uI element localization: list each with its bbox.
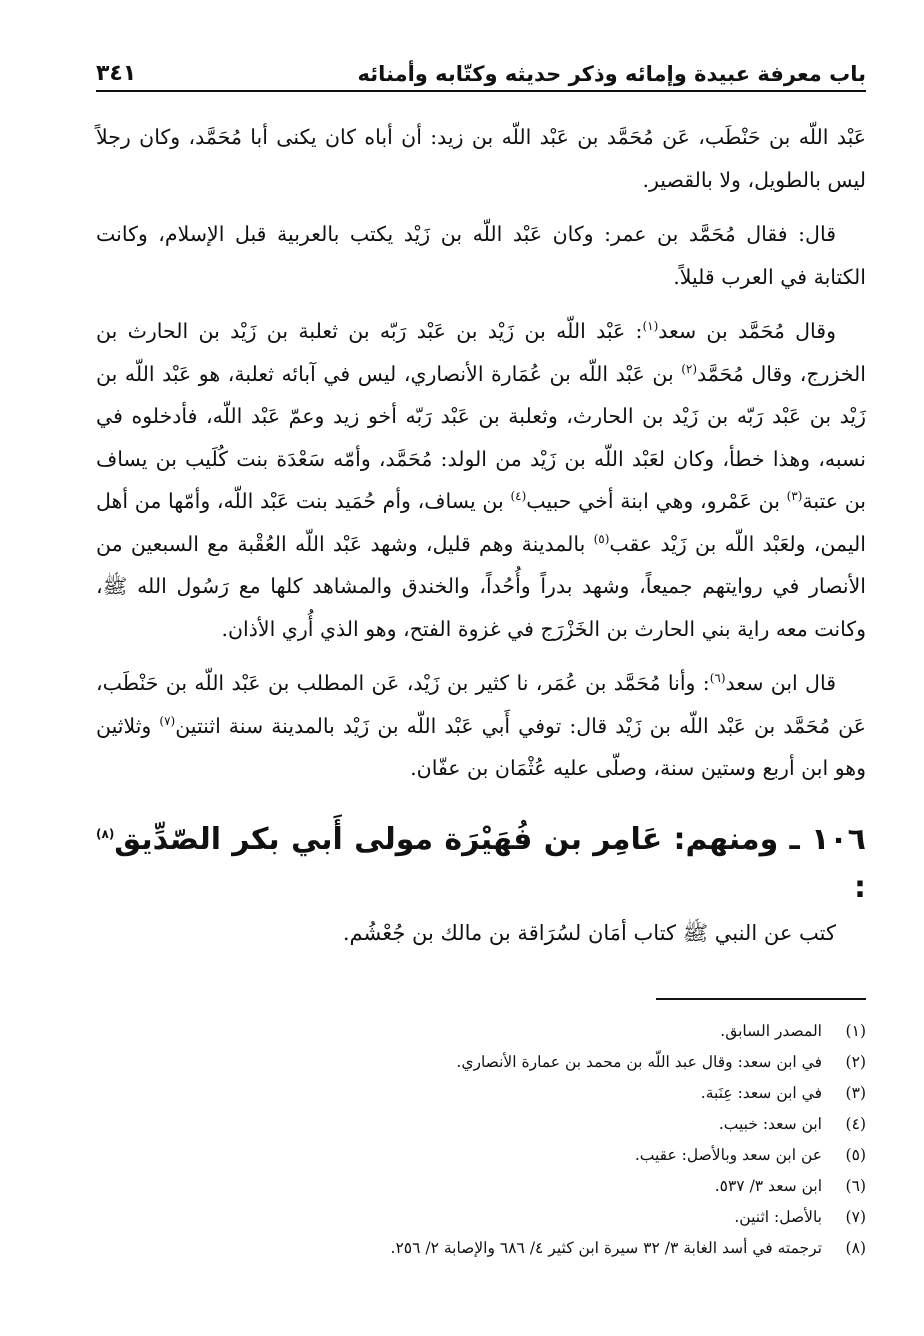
footnote-8 [96, 1233, 866, 1264]
paragraph-3-text-a: وقال مُحَمَّد بن سعد [658, 319, 836, 343]
footnote-text: ابن سعد ٣/ ٥٣٧. [714, 1176, 822, 1195]
footnote-number: (١) [845, 1021, 866, 1040]
footnote-5 [96, 1140, 866, 1171]
paragraph-3-text-d: بن عَمْرو، وهي ابنة أخي حبيب [526, 489, 787, 513]
footnote-ref-4[interactable]: (٤) [510, 489, 527, 504]
footnote-text: في ابن سعد: عِنَبة. [700, 1083, 822, 1102]
footnote-ref-1[interactable]: (١) [642, 319, 659, 334]
footnote-ref-6[interactable]: (٦) [709, 671, 726, 686]
footnote-number: (٣) [845, 1083, 866, 1102]
section-heading-suffix: : [854, 869, 866, 905]
book-page [96, 48, 866, 1264]
footnote-number: (٢) [845, 1052, 866, 1071]
section-heading-text: ١٠٦ ـ ومنهم: عَامِر بن فُهَيْرَة مولى أَبي بكر الصّدِّيق [114, 821, 866, 857]
footnote-text: في ابن سعد: وقال عبد اللّه بن محمد بن عمارة الأنصاري. [456, 1052, 822, 1071]
footnote-number: (٦) [845, 1176, 866, 1195]
paragraph-3-text-b: : عَبْد اللّه بن زَيْد بن عَبْد رَبّه بن ثعلبة بن زَيْد بن الحارث بن الخزرج، وقال مُحَمَّد [96, 319, 866, 386]
footnote-ref-7[interactable]: (٧) [159, 713, 176, 728]
footnote-3 [96, 1078, 866, 1109]
footnote-1 [96, 1016, 866, 1047]
paragraph-3-text-e: بن يساف، وأم حُمَيد بنت عَبْد اللّه، وأمّها من أهل اليمن، ولعَبْد اللّه بن زَيْد عقب [96, 489, 866, 556]
page-number: ٣٤١ [96, 61, 137, 86]
footnote-text: بالأصل: اثنين. [734, 1207, 822, 1226]
section-subtitle [96, 912, 866, 954]
footnote-ref-5[interactable]: (٥) [593, 531, 610, 546]
paragraph-4-text-a: قال ابن سعد [725, 671, 837, 695]
footnote-7 [96, 1202, 866, 1233]
paragraph-2 [96, 213, 866, 298]
footnote-text: ابن سعد: خبيب. [718, 1114, 822, 1133]
section-subtitle-text: كتب عن النبي ﷺ كتاب أمَان لسُرَاقة بن مالك بن جُعْشُم. [342, 920, 836, 945]
footnote-2 [96, 1047, 866, 1078]
footnote-number: (٤) [845, 1114, 866, 1133]
footnote-6 [96, 1171, 866, 1202]
footnote-ref-2[interactable]: (٢) [681, 361, 698, 376]
footnote-divider [656, 998, 866, 1000]
paragraph-4-text-b: : وأنا مُحَمَّد بن عُمَر، نا كثير بن زَيْد، عَن المطلب بن عَبْد اللّه بن حَنْطَب، عَن مُحَمَّد بن عَبْد اللّه بن زَيْد قال: توفي أَبي عَبْد اللّه بن زَيْد بالمدينة سنة اثنتين [96, 671, 866, 738]
footnote-text: ترجمته في أسد الغابة ٣/ ٣٢ سيرة ابن كثير ٤/ ٦٨٦ والإصابة ٢/ ٢٥٦. [390, 1238, 822, 1257]
footnote-number: (٨) [845, 1238, 866, 1257]
footnotes-list [96, 1016, 866, 1264]
paragraph-4 [96, 662, 866, 790]
running-header [96, 48, 866, 92]
paragraph-1-text: عَبْد اللّه بن حَنْطَب، عَن مُحَمَّد بن عَبْد اللّه بن زيد: أن أباه كان يكنى أبا مُحَمَّد، وكان رجلاً ليس بالطويل، ولا بالقصير. [96, 125, 866, 192]
footnote-text: المصدر السابق. [720, 1021, 822, 1040]
paragraph-3 [96, 310, 866, 650]
paragraph-1 [96, 116, 866, 201]
main-text [96, 116, 866, 954]
footnote-text: عن ابن سعد وبالأصل: عقيب. [634, 1145, 822, 1164]
footnote-4 [96, 1109, 866, 1140]
paragraph-4-text-c: وثلاثين وهو ابن أربع وستين سنة، وصلّى عليه عُثْمَان بن عفّان. [96, 713, 866, 780]
footnote-number: (٥) [845, 1145, 866, 1164]
paragraph-2-text: قال: فقال مُحَمَّد بن عمر: وكان عَبْد اللّه بن زَيْد يكتب بالعربية قبل الإسلام، وكانت الكتابة في العرب قليلاً. [96, 222, 866, 289]
section-heading [96, 816, 866, 912]
footnote-ref-3[interactable]: (٣) [786, 489, 803, 504]
footnote-number: (٧) [845, 1207, 866, 1226]
running-title: باب معرفة عبيدة وإمائه وذكر حديثه وكتّابه وأمنائه [357, 62, 866, 86]
paragraph-3-text-c: بن عَبْد اللّه بن عُمَارة الأنصاري، ليس في آبائه ثعلبة، هو عَبْد اللّه بن زَيْد بن عَبْد رَبّه بن زَيْد بن الحارث، وثعلبة بن عَبْد رَبّه أخو زيد وعمّ عَبْد اللّه، فأدخلوه في نسبه، وهذا خطأ، وكان لعَبْد اللّه بن زَيْد من الولد: مُحَمَّد، وأمّه سَعْدَة بنت كُلَيب بن يساف بن عتبة [96, 361, 867, 513]
paragraph-3-text-f: بالمدينة وهم قليل، وشهد عَبْد اللّه العُقْبة مع السبعين من الأنصار في روايتهم جميعاً، وشهد بدراً وأُحُداً، والخندق والمشاهد كلها مع رَسُول الله ﷺ، وكانت معه راية بني الحارث بن الخَزْرَج في غزوة الفتح، وهو الذي أُري الأذان. [96, 531, 866, 641]
footnote-ref-8[interactable]: (٨) [96, 826, 115, 841]
